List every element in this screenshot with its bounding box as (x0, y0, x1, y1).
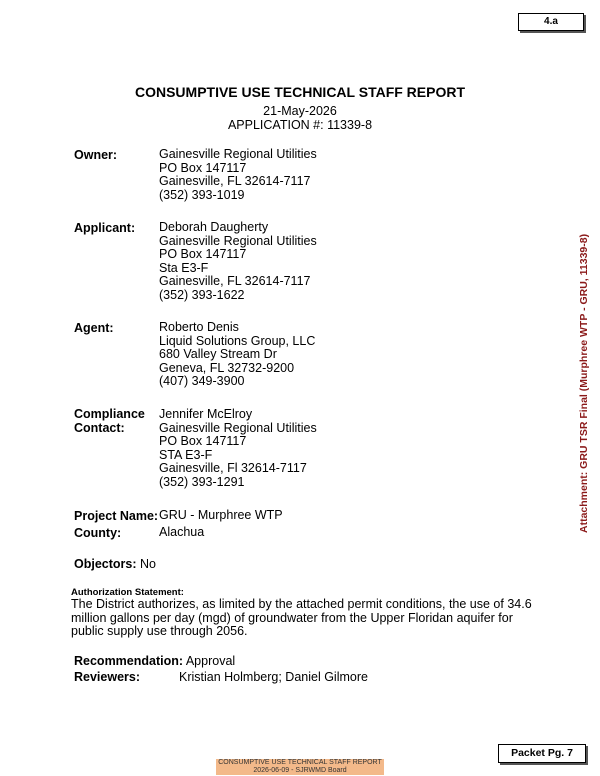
applicant-line: Deborah Daugherty (159, 220, 269, 234)
compliance-block (159, 408, 317, 489)
recommendation-row (74, 654, 235, 668)
owner-line: Gainesville, FL 32614-7117 (159, 174, 311, 188)
compliance-line: Jennifer McElroy (159, 407, 253, 421)
agent-line: Liquid Solutions Group, LLC (159, 333, 316, 348)
compliance-line: (352) 393-1291 (159, 474, 245, 489)
owner-block (159, 148, 317, 202)
agent-line: (407) 349-3900 (159, 374, 245, 388)
compliance-contact-label (74, 408, 145, 435)
agent-line: Geneva, FL 32732-9200 (159, 360, 295, 375)
footer-stamp (216, 759, 384, 775)
applicant-line: PO Box 147117 (159, 247, 247, 261)
reviewers-label: Reviewers: (74, 670, 141, 684)
agenda-item-tag: 4.a (518, 13, 584, 31)
applicant-line: Gainesville Regional Utilities (159, 233, 317, 248)
applicant-line: (352) 393-1622 (159, 287, 245, 302)
recommendation-value: Approval (185, 654, 236, 668)
owner-line: (352) 393-1019 (159, 187, 245, 202)
agent-label: Agent: (74, 321, 114, 335)
compliance-line: PO Box 147117 (159, 434, 247, 448)
compliance-line: STA E3-F (159, 447, 213, 462)
agent-line: Roberto Denis (159, 320, 239, 334)
attachment-side-label: Attachment: GRU TSR Final (Murphree WTP - GRU, 11339-8) (578, 233, 590, 533)
objectors-value: No (140, 557, 156, 571)
compliance-label-line: Compliance (74, 407, 145, 421)
county-value: Alachua (159, 525, 205, 539)
county-label: County: (74, 526, 122, 540)
compliance-line: Gainesville, Fl 32614-7117 (159, 461, 307, 475)
reviewers-value: Kristian Holmberg; Daniel Gilmore (179, 670, 368, 684)
owner-line: Gainesville Regional Utilities (159, 147, 317, 161)
compliance-line: Gainesville Regional Utilities (159, 420, 317, 435)
authorization-title: Authorization Statement: (71, 587, 184, 598)
applicant-label: Applicant: (74, 221, 136, 235)
authorization-text: The District authorizes, as limited by the attached permit conditions, the use of 34.6 million gallons per day (mgd) of groundwater from the Upper Floridan aquifer for public supply use through 2056. (71, 597, 532, 638)
agent-block (159, 321, 315, 389)
footer-line: 2026-06-09 - SJRWMD Board (253, 767, 347, 774)
objectors-row (74, 557, 156, 571)
applicant-block (159, 221, 317, 302)
report-title: CONSUMPTIVE USE TECHNICAL STAFF REPORT (134, 84, 466, 100)
applicant-line: Gainesville, FL 32614-7117 (159, 274, 311, 288)
report-date: 21-May-2026 (263, 104, 337, 118)
owner-line: PO Box 147117 (159, 160, 247, 175)
applicant-line: Sta E3-F (159, 260, 209, 275)
compliance-label-line: Contact: (74, 420, 125, 435)
objectors-label: Objectors: (74, 557, 137, 571)
project-name-label: Project Name: (74, 509, 159, 523)
agent-line: 680 Valley Stream Dr (159, 347, 277, 361)
project-name-value: GRU - Murphree WTP (159, 508, 283, 522)
footer-line: CONSUMPTIVE USE TECHNICAL STAFF REPORT (218, 759, 382, 766)
application-number: APPLICATION #: 11339-8 (227, 118, 373, 132)
owner-label: Owner: (74, 148, 118, 162)
packet-page-tag: Packet Pg. 7 (498, 744, 586, 763)
recommendation-label: Recommendation: (74, 654, 184, 668)
